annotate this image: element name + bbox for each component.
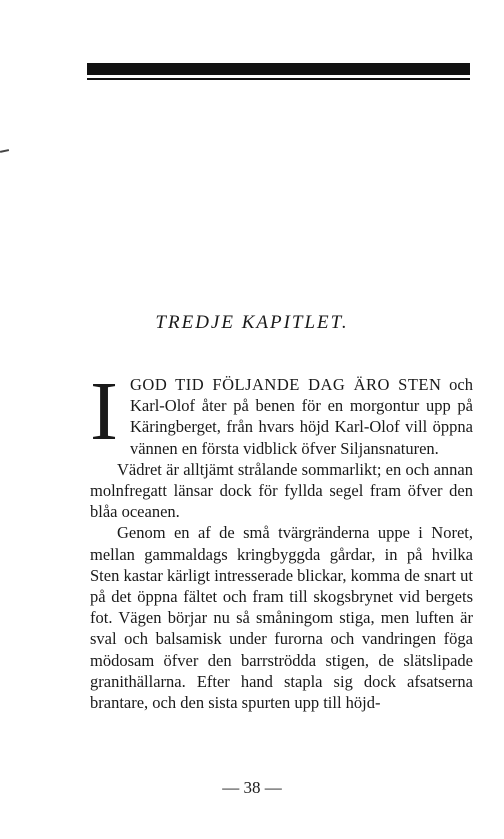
- paragraph-first: [90, 365, 473, 459]
- drop-cap: I: [90, 365, 118, 458]
- paragraph-first-text: och Karl-Olof åter på benen för en morgontur upp på Käringberget, från hvars höjd Karl-Olof vill öppna vännen en första vidblick öfver Siljansnaturen.: [129, 375, 473, 458]
- page-number: — 38 —: [222, 778, 282, 797]
- margin-mark: [0, 149, 9, 153]
- lead-caps: GOD TID FÖLJANDE DAG ÄRO STEN: [129, 375, 442, 394]
- chapter-title: TREDJE KAPITLET.: [155, 312, 349, 333]
- body-text: [90, 365, 473, 713]
- paragraph-third: Genom en af de små tvärgränderna uppe i Noret, mellan gammaldags kringbyggda gårdar, in på hvilka Sten kastar kärligt intresserade blickar, komma de snart ut på det öppna fältet och fram till skogsbrynet vid bergets fot. Vägen börjar nu så småningom stiga, men luften är sval och balsamisk under furorna och vandringen föga mödosam öfver den barrströdda stigen, de slätslipade granithällarna. Efter hand stapla sig dock afsatserna brantare, och den sista spurten upp till höjd-: [90, 523, 473, 713]
- header-rule-thick: [87, 63, 470, 75]
- paragraph-second: Vädret är alltjämt strålande sommarlikt; en och annan molnfregatt länsar dock för fyllda segel fram öfver den blåa oceanen.: [90, 459, 473, 522]
- header-rule-thin: [87, 78, 470, 80]
